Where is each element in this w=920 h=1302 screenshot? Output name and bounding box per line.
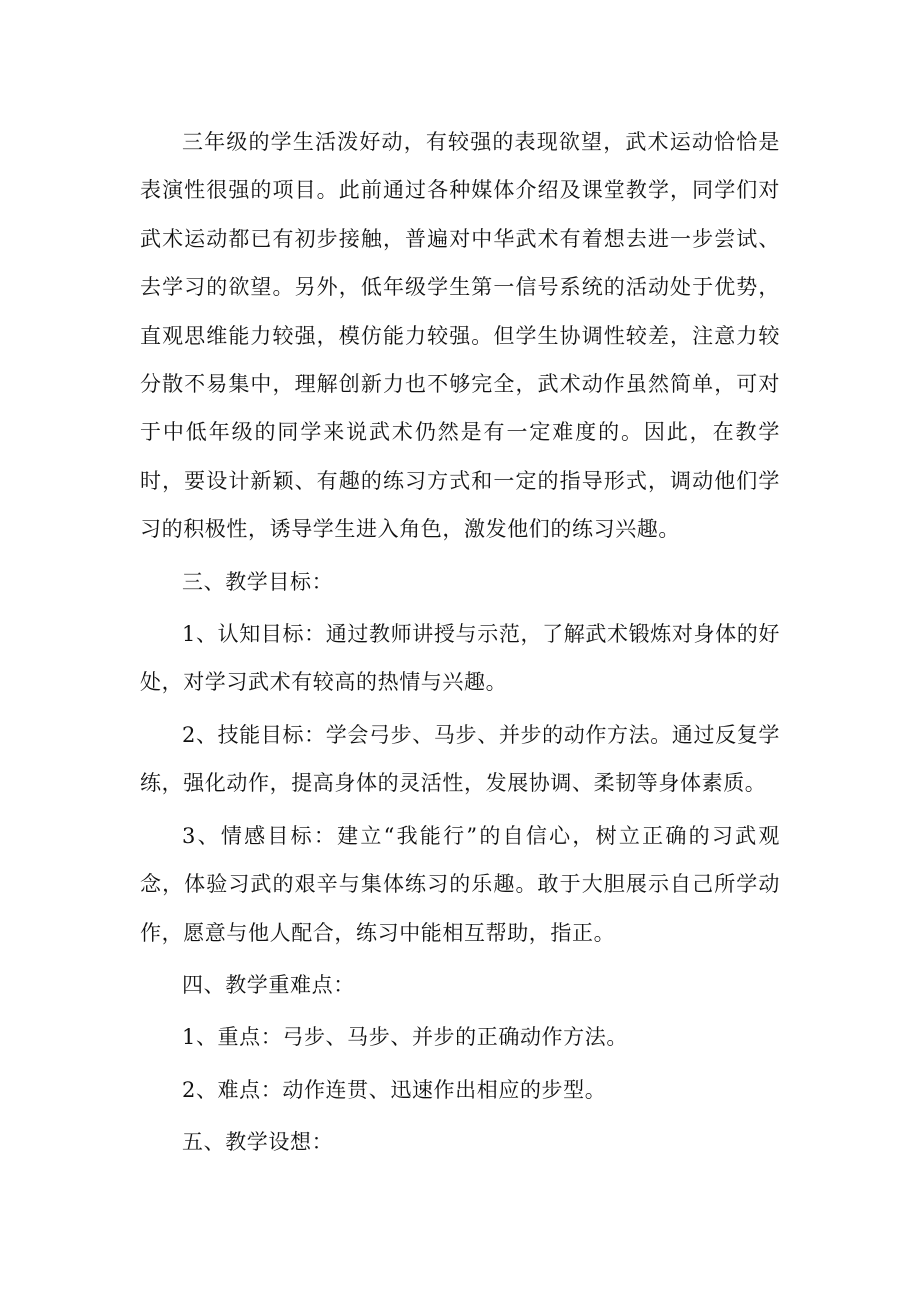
paragraph-emotional-goal: 3、情感目标：建立“我能行”的自信心，树立正确的习武观念，体验习武的艰辛与集体练习的乐趣。敢于大胆展示自己所学动作，愿意与他人配合，练习中能相互帮助，指正。 (140, 823, 780, 945)
paragraph-cognitive-goal: 1、认知目标：通过教师讲授与示范，了解武术锻炼对身体的好处，对学习武术有较高的热情与兴趣。 (140, 622, 780, 695)
heading-teaching-goals: 三、教学目标： (182, 569, 334, 594)
paragraph-student-analysis: 三年级的学生活泼好动，有较强的表现欲望，武术运动恰恰是表演性很强的项目。此前通过各种媒体介绍及课堂教学，同学们对武术运动都已有初步接触，普遍对中华武术有着想去进一步尝试、去学习的欲望。另外，低年级学生第一信号系统的活动处于优势，直观思维能力较强，模仿能力较强。但学生协调性较差，注意力较分散不易集中，理解创新力也不够完全，武术动作虽然简单，可对于中低年级的同学来说武术仍然是有一定难度的。因此，在教学时，要设计新颖、有趣的练习方式和一定的指导形式，调动他们学习的积极性，诱导学生进入角色，激发他们的练习兴趣。 (140, 130, 780, 542)
paragraph-key-point: 1、重点：弓步、马步、并步的正确动作方法。 (182, 1025, 628, 1050)
paragraph-difficult-point: 2、难点：动作连贯、迅速作出相应的步型。 (182, 1077, 607, 1102)
paragraph-skill-goal: 2、技能目标：学会弓步、马步、并步的动作方法。通过反复学练，强化动作，提高身体的灵活性，发展协调、柔韧等身体素质。 (140, 722, 780, 796)
document-body (140, 118, 780, 1171)
heading-key-difficult-points: 四、教学重难点： (182, 972, 355, 997)
heading-teaching-concept: 五、教学设想： (182, 1130, 334, 1155)
